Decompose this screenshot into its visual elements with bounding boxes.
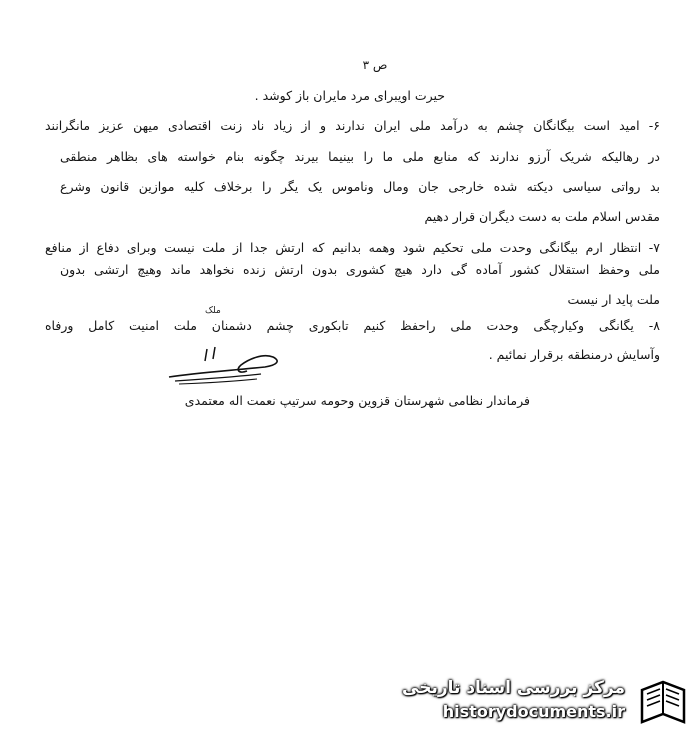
- signature-icon: [165, 343, 285, 388]
- document-line: ۷- انتظار ارم بیگانگی وحدت ملی تحکیم شود وهمه بدانیم که ارتش جدا از ملت نیست وبرای دفاع از منافع: [45, 240, 660, 255]
- document-line: ملت پاید ار نیست: [567, 292, 660, 307]
- document-line: حیرت اویبرای مرد مایران باز کوشد .: [254, 88, 445, 103]
- signature-line: فرماندار نظامی شهرستان قزوین وحومه سرتیپ نعمت اله معتمدی: [184, 393, 530, 408]
- watermark-title: مرکز بررسی اسناد تاریخی: [402, 678, 625, 698]
- watermark-url: historydocuments.ir: [442, 702, 625, 721]
- document-line: وآسایش درمنطقه برقرار نمائیم .: [488, 347, 660, 362]
- document-line: ملی وحفظ استقلال کشور آماده گی دارد هیچ کشوری بدون ارتش زنده نخواهد ماند وهیچ ارتشی بدون: [60, 262, 660, 277]
- document-line: ۸- یگانگی وکیارچگی وحدت ملی راحفظ کنیم تابکوری چشم دشمنان ملت امنیت کامل ورفاه: [45, 318, 660, 333]
- book-logo-icon: [636, 676, 690, 730]
- document-line: بد رواتی سیاسی دیکته شده خارجی جان ومال وناموس یک یگر را برخلاف کلیه موازین قانون وشرع: [60, 179, 660, 194]
- document-line: مقدس اسلام ملت به دست دیگران قرار دهیم: [424, 209, 660, 224]
- document-line: در رهالیکه شریک آرزو ندارند که منابع ملی ما را بینیما بیرند چگونه بنام خواسته های بظاهر منطقی: [60, 149, 660, 164]
- document-line: ۶- امید است بیگانگان چشم به درآمد ملی ایران ندارند و از زیاد ناد زنت اقتصادی میهن عزیز مانگرانند: [45, 118, 660, 133]
- superscript-annotation: ملک: [205, 306, 221, 316]
- page-number: ص ۳: [362, 58, 388, 72]
